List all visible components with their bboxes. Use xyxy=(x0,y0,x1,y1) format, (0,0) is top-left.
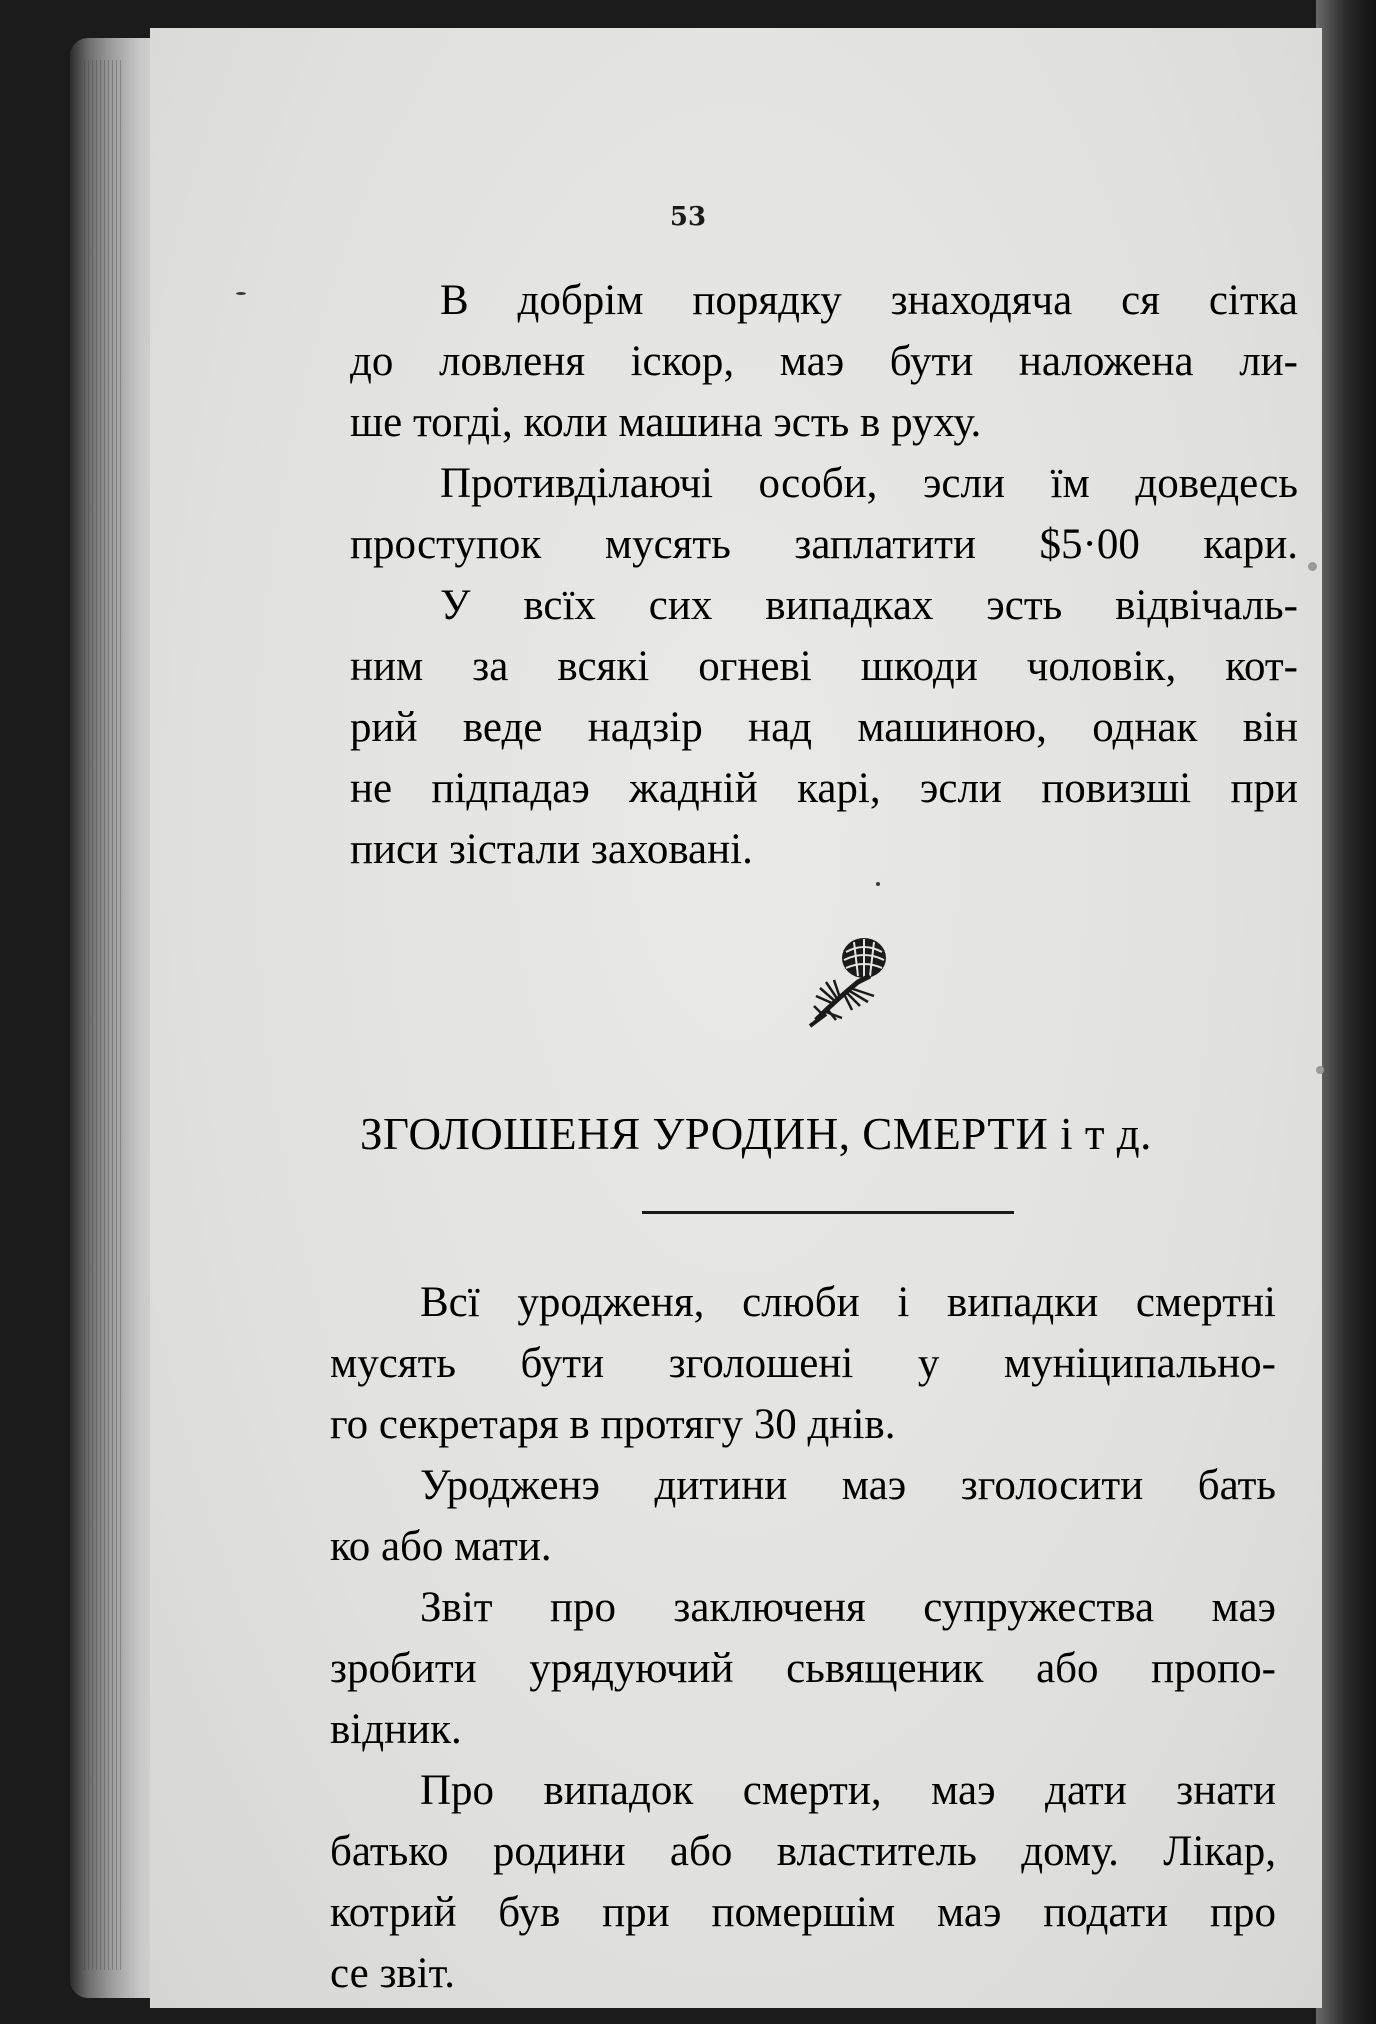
print-speck xyxy=(236,292,246,295)
text-line: до ловленя іскор, маэ бути наложена ли- xyxy=(350,338,1298,385)
text-block-bottom xyxy=(330,1272,1276,2004)
print-speck xyxy=(876,882,880,886)
pine-cone-branch-icon xyxy=(806,930,906,1030)
paragraph xyxy=(330,1577,1276,1760)
print-speck xyxy=(1316,1066,1324,1074)
paragraph xyxy=(350,453,1298,575)
text-line: Противділаючі особи, эсли їм доведесь xyxy=(440,460,1298,507)
text-line: котрий був при помершім маэ подати про xyxy=(330,1889,1276,1936)
text-line: се звіт. xyxy=(330,1950,455,1997)
print-speck xyxy=(1308,562,1317,571)
text-line: проступок мусять заплатити $5·00 кари. xyxy=(350,521,1298,568)
paragraph xyxy=(330,1760,1276,2004)
paragraph xyxy=(350,270,1298,453)
text-line: мусять бути зголошені у муніципально- xyxy=(330,1340,1276,1387)
text-line: писи зістали заховані. xyxy=(350,826,753,873)
text-line: Всї уродженя, слюби і випадки смертні xyxy=(420,1279,1276,1326)
text-line: У всїх сих випадках эсть відвічаль- xyxy=(440,582,1298,629)
text-line: Уродженэ дитини маэ зголосити бать xyxy=(420,1462,1276,1509)
text-line: Про випадок смерти, маэ дати знати xyxy=(420,1767,1276,1814)
paragraph xyxy=(330,1272,1276,1455)
text-line: відник. xyxy=(330,1706,462,1753)
text-block-top xyxy=(350,270,1298,880)
text-line: ше тогді, коли машина эсть в руху. xyxy=(350,399,982,446)
heading-rule xyxy=(642,1211,1014,1214)
text-line: В добрім порядку знаходяча ся сітка xyxy=(440,277,1298,324)
text-line: ко або мати. xyxy=(330,1523,552,1570)
text-line: го секретаря в протягу 30 днів. xyxy=(330,1401,896,1448)
section-heading: ЗГОЛОШЕНЯ УРОДИН, СМЕРТИ і т д. xyxy=(360,1109,1152,1159)
text-line: Звіт про заключеня супружества маэ xyxy=(420,1584,1276,1631)
page-number: 53 xyxy=(669,202,707,232)
text-line: ним за всякі огневі шкоди чоловік, кот- xyxy=(350,643,1298,690)
page-edge-lines xyxy=(84,60,124,1970)
text-line: зробити урядуючий сьвященик або пропо- xyxy=(330,1645,1276,1692)
text-line: рий веде надзір над машиною, однак він xyxy=(350,704,1298,751)
text-line: не підпадаэ жадній карі, эсли повизші при xyxy=(350,765,1298,812)
paragraph xyxy=(330,1455,1276,1577)
text-line: батько родини або властитель дому. Лікар, xyxy=(330,1828,1276,1875)
right-shadow xyxy=(1316,0,1376,2024)
paragraph xyxy=(350,575,1298,880)
